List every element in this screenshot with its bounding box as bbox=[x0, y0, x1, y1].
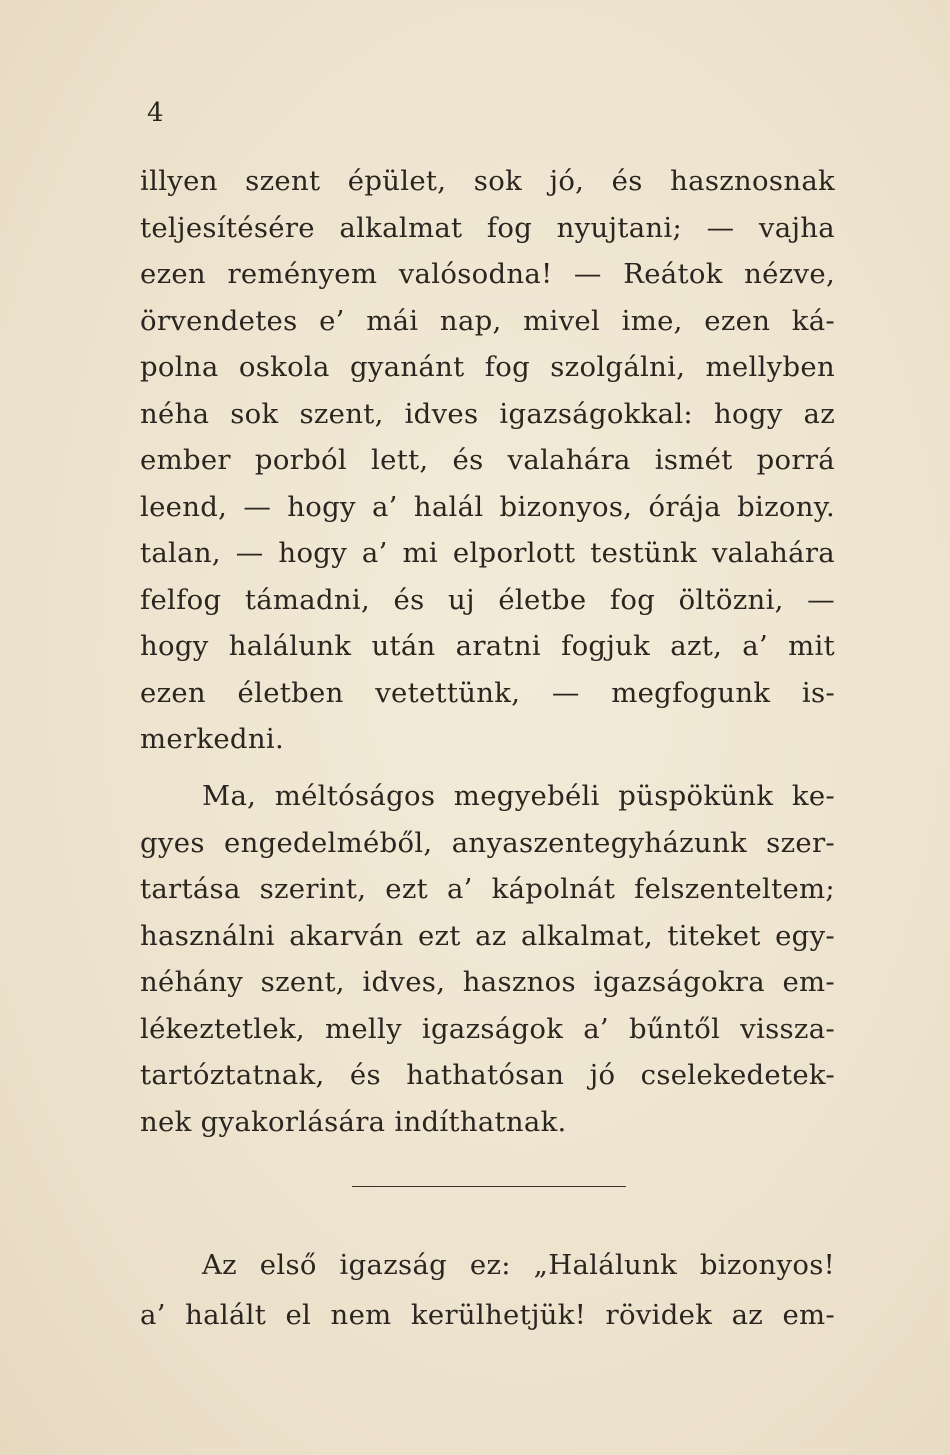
paragraph-2 bbox=[140, 773, 835, 1145]
text-line: hogy halálunk után aratni fogjuk azt, a’ mit bbox=[140, 630, 835, 662]
text-line: ezen életben vetettünk, — megfogunk is- bbox=[140, 676, 835, 709]
text-line: teljesítésére alkalmat fog nyujtani; — vajha bbox=[140, 211, 835, 244]
paragraph-3 bbox=[140, 1240, 835, 1340]
paragraph-1 bbox=[140, 158, 835, 763]
text-line: néha sok szent, idves igazságokkal: hogy az bbox=[140, 397, 835, 430]
text-line: tartóztatnak, és hathatósan jó cselekedetek- bbox=[140, 1059, 835, 1091]
text-line: merkedni. bbox=[140, 723, 284, 755]
text-line: felfog támadni, és uj életbe fog öltözni, — bbox=[140, 583, 835, 616]
text-line: Ma, méltóságos megyebéli püspökünk ke- bbox=[202, 780, 835, 812]
text-line: leend, — hogy a’ halál bizonyos, órája bizony. bbox=[140, 490, 835, 523]
text-line: lékeztetlek, melly igazságok a’ bűntől vissza- bbox=[140, 1012, 835, 1045]
text-line: polna oskola gyanánt fog szolgálni, mellyben bbox=[140, 351, 835, 383]
text-line: használni akarván ezt az alkalmat, titeket egy- bbox=[140, 919, 835, 952]
text-line: ezen reményem valósodna! — Reátok nézve, bbox=[140, 258, 835, 290]
text-line: örvendetes e’ mái nap, mivel ime, ezen ká- bbox=[140, 304, 835, 337]
text-line: tartása szerint, ezt a’ kápolnát felszenteltem; bbox=[140, 873, 835, 905]
text-line: ember porból lett, és valahára ismét porrá bbox=[140, 444, 835, 476]
section-divider bbox=[352, 1186, 626, 1187]
text-line: Az első igazság ez: „Halálunk bizonyos! bbox=[202, 1249, 835, 1281]
page-number: 4 bbox=[147, 98, 164, 128]
text-line: a’ halált el nem kerülhetjük! rövidek az em- bbox=[140, 1299, 835, 1331]
text-line: néhány szent, idves, hasznos igazságokra em- bbox=[140, 966, 835, 998]
text-line: illyen szent épület, sok jó, és hasznosnak bbox=[140, 165, 835, 197]
text-line: gyes engedelméből, anyaszentegyházunk szer- bbox=[140, 826, 835, 859]
text-line: nek gyakorlására indíthatnak. bbox=[140, 1105, 567, 1138]
text-line: talan, — hogy a’ mi elporlott testünk valahára bbox=[140, 537, 835, 569]
